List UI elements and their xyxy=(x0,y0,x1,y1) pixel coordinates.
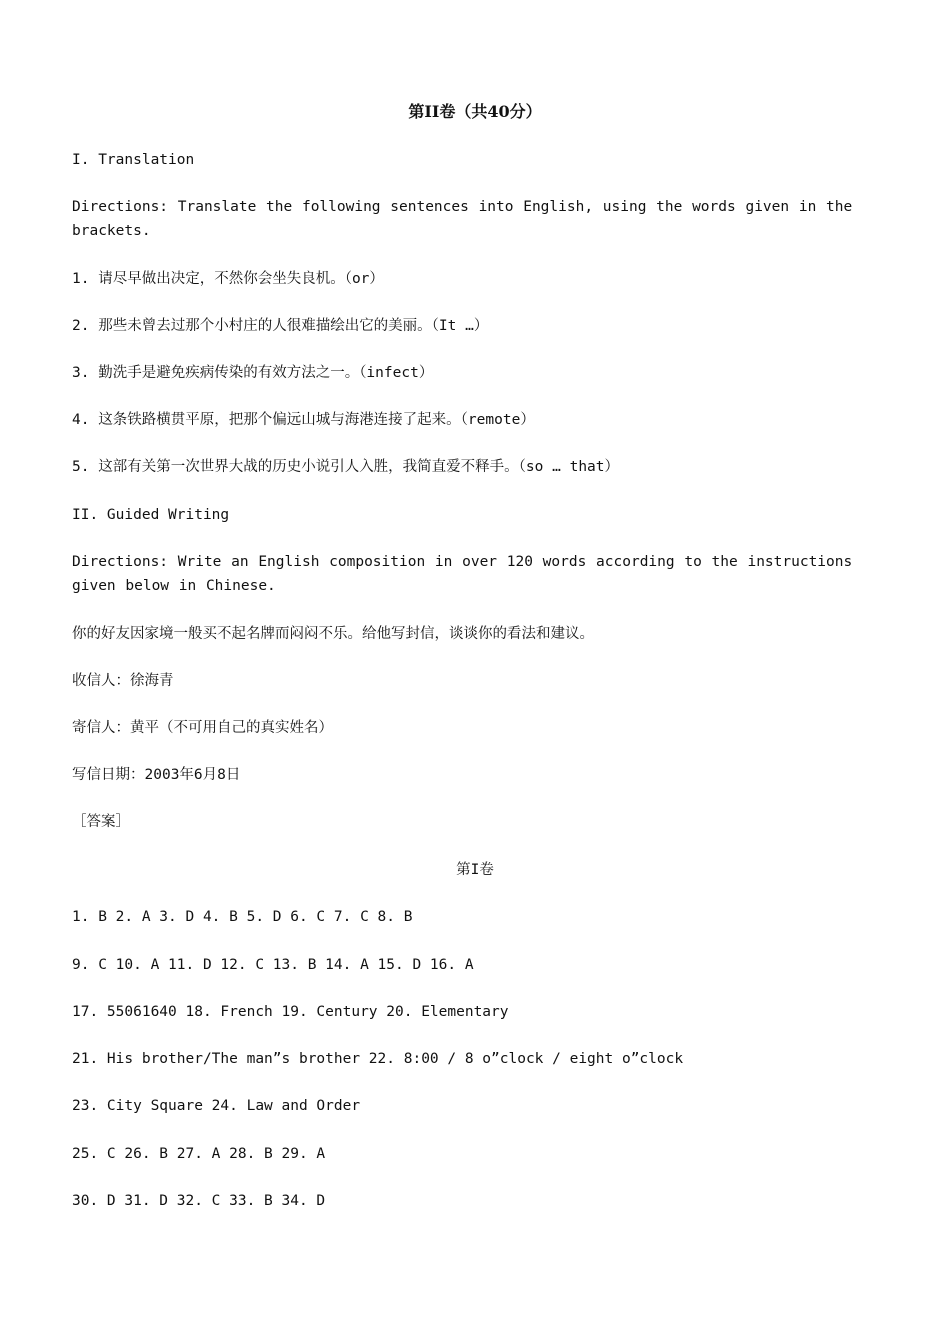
translation-item-2: 2. 那些未曾去过那个小村庄的人很难描绘出它的美丽。（It …） xyxy=(72,318,489,334)
answer-line: 21. His brother/The man”s brother 22. 8:00 / 8 o”clock / eight o”clock xyxy=(72,1051,684,1067)
answer-line: 30. D 31. D 32. C 33. B 34. D xyxy=(72,1193,326,1209)
writing-sender: 寄信人：黄平（不可用自己的真实姓名） xyxy=(72,720,333,736)
answers-part-title: 第I卷 xyxy=(456,862,494,878)
writing-recipient: 收信人：徐海青 xyxy=(72,673,174,689)
page-title: 第II卷（共40分） xyxy=(408,102,542,121)
section2-directions: Directions: Write an English composition in over 120 words according to the instructions given below in Chinese. xyxy=(72,554,853,594)
writing-date: 写信日期：2003年6月8日 xyxy=(72,767,241,783)
answer-line: 23. City Square 24. Law and Order xyxy=(72,1098,361,1114)
section2-heading: II. Guided Writing xyxy=(72,507,230,523)
section1-directions: Directions: Translate the following sentences into English, using the words given in the brackets. xyxy=(72,199,853,239)
answers-label: ［答案］ xyxy=(72,814,130,830)
answer-line: 25. C 26. B 27. A 28. B 29. A xyxy=(72,1146,326,1162)
translation-item-4: 4. 这条铁路横贯平原，把那个偏远山城与海港连接了起来。（remote） xyxy=(72,412,535,428)
writing-prompt: 你的好友因家境一般买不起名牌而闷闷不乐。给他写封信，谈谈你的看法和建议。 xyxy=(72,626,594,642)
section1-heading: I. Translation xyxy=(72,152,195,168)
translation-item-3: 3. 勤洗手是避免疾病传染的有效方法之一。（infect） xyxy=(72,365,434,381)
translation-item-1: 1. 请尽早做出决定，不然你会坐失良机。（or） xyxy=(72,271,384,287)
translation-item-5: 5. 这部有关第一次世界大战的历史小说引人入胜，我简直爱不释手。（so … that） xyxy=(72,459,620,475)
answer-line: 1. B 2. A 3. D 4. B 5. D 6. C 7. C 8. B xyxy=(72,909,413,925)
answer-line: 9. C 10. A 11. D 12. C 13. B 14. A 15. D 16. A xyxy=(72,957,474,973)
answer-line: 17. 55061640 18. French 19. Century 20. Elementary xyxy=(72,1004,509,1020)
